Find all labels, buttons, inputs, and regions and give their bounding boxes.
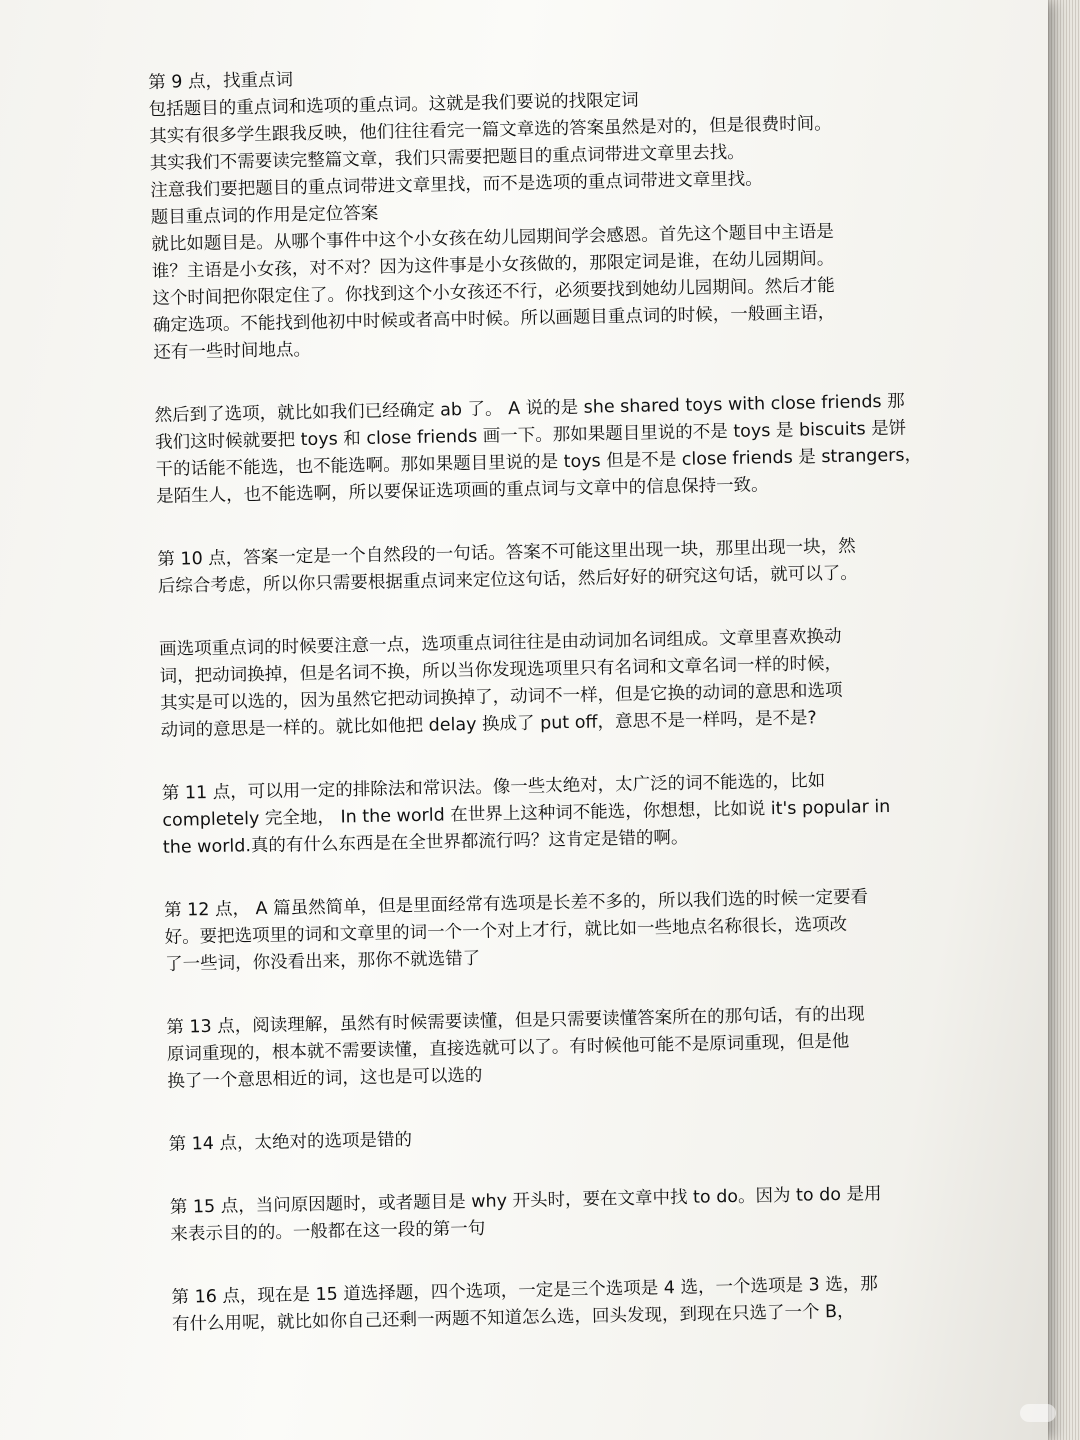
text-line: 换了一个意思相近的词，这也是可以选的 <box>167 1065 483 1092</box>
text-line: 第 10 点，答案一定是一个自然段的一句话。答案不可能这里出现一块，那里出现一块，然 <box>157 536 856 570</box>
text-line: 原词重现的，根本就不需要读懂，直接选就可以了。有时候他可能不是原词重现，但是他 <box>166 1031 850 1065</box>
text-line: 动词的意思是一样的。就比如他把 delay 换成了 put off，意思不是一样吗，是不是? <box>160 708 817 741</box>
page-text <box>148 54 1007 1339</box>
text-line: completely 完全地， In the world 在世界上这种词不能选，你想想，比如说 it's popular in <box>162 796 891 831</box>
text-line: 其实是可以选的，因为虽然它把动词换掉了，动词不一样，但是它换的动词的意思和选项 <box>159 680 843 714</box>
text-line: 第 13 点，阅读理解，虽然有时候需要读懂，但是只需要读懂答案所在的那句话，有的出现 <box>166 1004 865 1038</box>
text-line: 这个时间把你限定住了。你找到这个小女孩还不行，必须要找到她幼儿园期间。然后才能 <box>152 275 835 309</box>
text-line: 第 16 点，现在是 15 道选择题，四个选项，一定是三个选项是 4 选，一个选项是 3 选，那 <box>171 1274 878 1308</box>
text-line: 还有一些时间地点。 <box>153 339 312 363</box>
text-line: 第 14 点，太绝对的选项是错的 <box>168 1130 413 1155</box>
text-line: 第 12 点， A 篇虽然简单，但是里面经常有选项是长差不多的，所以我们选的时候一定要看 <box>163 887 869 921</box>
text-line: 注意我们要把题目的重点词带进文章里找，而不是选项的重点词带进文章里找。 <box>150 169 763 201</box>
text-line: 包括题目的重点词和选项的重点词。这就是我们要说的找限定词 <box>148 90 639 120</box>
text-line: 了一些词，你没看出来，那你不就选错了 <box>164 948 481 975</box>
text-line: the world.真的有什么东西是在全世界都流行吗？这肯定是错的啊。 <box>162 827 689 858</box>
text-line: 后综合考虑，所以你只需要根据重点词来定位这句话，然后好好的研究这句话，就可以了。 <box>157 563 858 597</box>
text-line: 然后到了选项，就比如我们已经确定 ab 了。 A 说的是 she shared toys with close friends 那 <box>154 391 905 426</box>
text-line: 有什么用呢，就比如你自己还剩一两题不知道怎么选，回头发现，到现在只选了一个 B， <box>171 1301 855 1335</box>
text-line: 第 15 点，当问原因题时，或者题目是 why 开头时，要在文章中找 to do。因为 to do 是用 <box>169 1184 882 1218</box>
text-line: 就比如题目是。从哪个事件中这个小女孩在幼儿园期间学会感恩。首先这个题目中主语是 <box>151 221 834 255</box>
paragraph <box>154 387 991 511</box>
watermark-badge <box>1020 1404 1056 1422</box>
text-line: 干的话能不能选，也不能选啊。那如果题目里说的是 toys 但是不是 close friends 是 strangers， <box>155 445 923 480</box>
text-line: 其实我们不需要读完整篇文章，我们只需要把题目的重点词带进文章里去找。 <box>149 142 745 174</box>
text-line: 好。要把选项里的词和文章里的词一个一个对上才行，就比如一些地点名称很长，选项改 <box>164 914 848 948</box>
text-line: 第 9 点，找重点词 <box>148 70 294 93</box>
text-line: 是陌生人，也不能选啊，所以要保证选项画的重点词与文章中的信息保持一致。 <box>156 475 769 507</box>
text-line: 词，把动词换掉，但是名词不换，所以当你发现选项里只有名词和文章名词一样的时候， <box>159 653 843 687</box>
text-line: 画选项重点词的时候要注意一点，选项重点词往往是由动词加名词组成。文章里喜欢换动 <box>158 626 842 660</box>
paragraph <box>148 54 989 367</box>
text-line: 题目重点词的作用是定位答案 <box>150 203 379 228</box>
paragraph <box>159 621 996 745</box>
text-line: 其实有很多学生跟我反映，他们往往看完一篇文章选的答案虽然是对的，但是很费时间。 <box>149 113 832 147</box>
text-line: 谁？主语是小女孩，对不对？因为这件事是小女孩做的，那限定词是谁，在幼儿园期间。 <box>151 248 835 282</box>
text-line: 确定选项。不能找到他初中时候或者高中时候。所以画题目重点词的时候，一般画主语， <box>152 302 836 336</box>
text-line: 我们这时候就要把 toys 和 close friends 画一下。那如果题目里说的不是 toys 是 biscuits 是饼 <box>154 418 907 453</box>
text-line: 来表示目的的。一般都在这一段的第一句 <box>170 1218 486 1245</box>
text-line: 第 11 点，可以用一定的排除法和常识法。像一些太绝对，太广泛的词不能选的，比如 <box>161 771 826 804</box>
